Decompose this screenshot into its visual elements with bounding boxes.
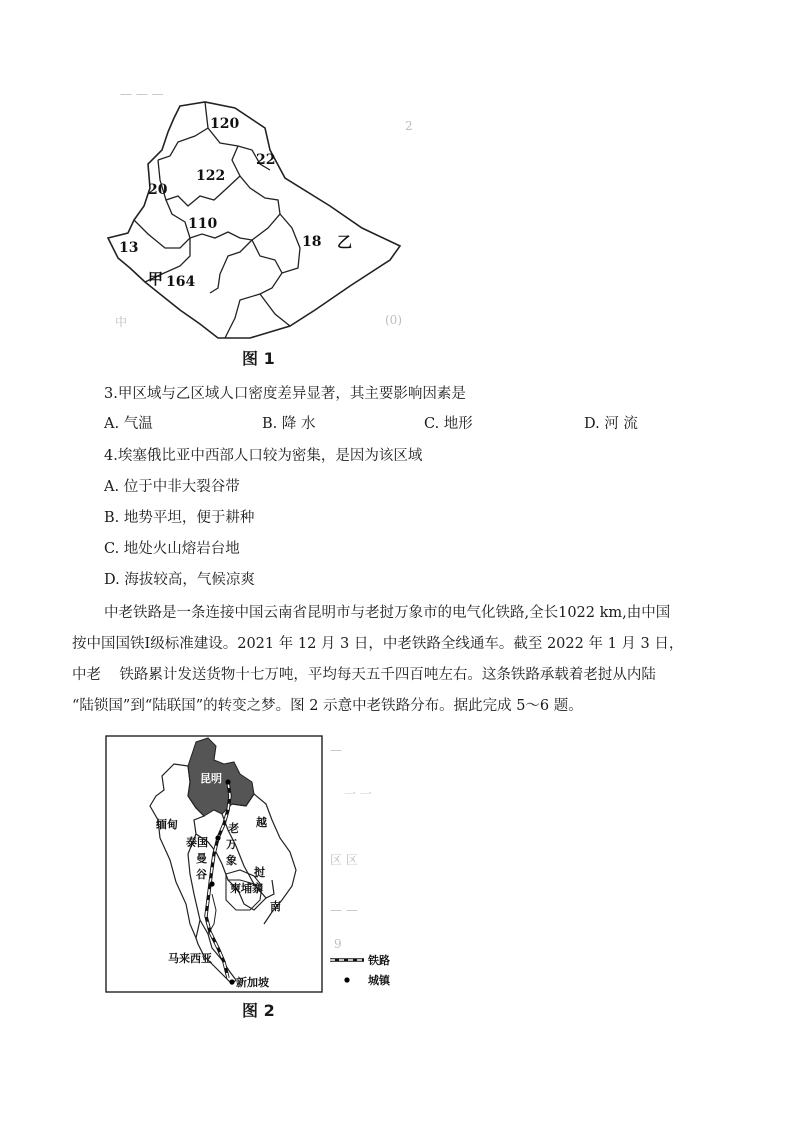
- label-bangkok-2: 谷: [196, 868, 207, 881]
- region-jia-label: 甲: [148, 270, 164, 288]
- passage-line-1: 中老铁路是一条连接中国云南省昆明市与老挝万象市的电气化铁路,全长1022 km,由中国: [104, 605, 671, 621]
- town-vientiane: [215, 835, 220, 840]
- q3-option-c: C. 地形: [424, 416, 473, 432]
- passage-line-4: “陆锁国”到“陆联国”的转变之梦。图 2 示意中老铁路分布。据此完成 5～6 题。: [72, 698, 583, 714]
- label-vientiane-1: 万: [226, 838, 237, 851]
- svg-text:2: 2: [405, 119, 413, 133]
- figure1-map: [100, 88, 430, 348]
- town-kunming: [225, 779, 230, 784]
- q3-option-a: A. 气温: [104, 416, 153, 432]
- q3-option-b: B. 降 水: [262, 416, 316, 432]
- label-laos-1: 老: [228, 822, 239, 835]
- label-singapore: 新加坡: [236, 976, 269, 989]
- passage-line-2: 按中国国铁Ⅰ级标准建设。2021 年 12 月 3 日，中老铁路全线通车。截至 2022 年 1 月 3 日，: [72, 636, 684, 652]
- passage-line-3: 中老 铁路累计发送货物十七万吨，平均每天五千四百吨左右。这条铁路承载着老挝从内陆: [72, 667, 656, 683]
- svg-text:—: —: [330, 743, 342, 757]
- q4-stem: 4.埃塞俄比亚中西部人口较为密集，是因为该区域: [104, 448, 423, 464]
- region-yi-label: 乙: [337, 233, 353, 251]
- region-13: 13: [119, 240, 139, 256]
- label-malaysia: 马来西亚: [168, 952, 212, 965]
- label-vietnam-2: 南: [270, 900, 281, 913]
- svg-text:9: 9: [334, 937, 342, 951]
- q4-option-a: A. 位于中非大裂谷带: [104, 479, 240, 495]
- svg-text:一 一: 一 一: [344, 787, 372, 801]
- label-myanmar: 缅甸: [156, 818, 178, 831]
- figure2-caption: 图 2: [242, 1001, 275, 1020]
- town-singapore: [229, 979, 234, 984]
- q4-option-d: D. 海拔较高，气候凉爽: [104, 572, 255, 588]
- region-22: 22: [256, 152, 276, 168]
- svg-text:— — —: — — —: [120, 88, 164, 101]
- legend-town-label: 城镇: [368, 974, 390, 987]
- ethiopia-outline: [108, 102, 400, 338]
- region-18: 18: [302, 234, 322, 250]
- svg-text:区 区: 区 区: [330, 853, 358, 867]
- figure1-caption: 图 1: [242, 349, 275, 368]
- q4-option-c: C. 地处火山熔岩台地: [104, 541, 240, 557]
- q3-option-d: D. 河 流: [584, 416, 638, 432]
- figure2-map: [104, 734, 404, 996]
- figure2-legend: [330, 953, 391, 987]
- legend-railway-label: 铁路: [368, 954, 390, 967]
- region-110: 110: [188, 216, 218, 232]
- label-laos-2: 挝: [254, 866, 265, 879]
- svg-text:中: 中: [115, 315, 128, 329]
- label-vietnam-1: 越: [256, 816, 267, 829]
- region-20: 20: [148, 182, 168, 198]
- region-120: 120: [210, 116, 240, 132]
- label-cambodia: 柬埔寨: [230, 882, 263, 895]
- svg-text:(0): (0): [385, 313, 402, 327]
- region-122: 122: [196, 168, 226, 184]
- svg-text:— —: — —: [330, 903, 358, 917]
- label-vientiane-2: 象: [226, 854, 237, 867]
- q4-option-b: B. 地势平坦，便于耕种: [104, 510, 255, 526]
- q3-stem: 3.甲区域与乙区域人口密度差异显著，其主要影响因素是: [104, 386, 466, 402]
- passage: [72, 598, 722, 722]
- label-bangkok-1: 曼: [196, 852, 207, 865]
- legend-town-symbol: [344, 977, 349, 982]
- region-164: 164: [166, 274, 196, 290]
- town-bangkok: [209, 881, 214, 886]
- label-kunming: 昆明: [200, 772, 222, 785]
- label-thailand: 泰国: [186, 836, 208, 849]
